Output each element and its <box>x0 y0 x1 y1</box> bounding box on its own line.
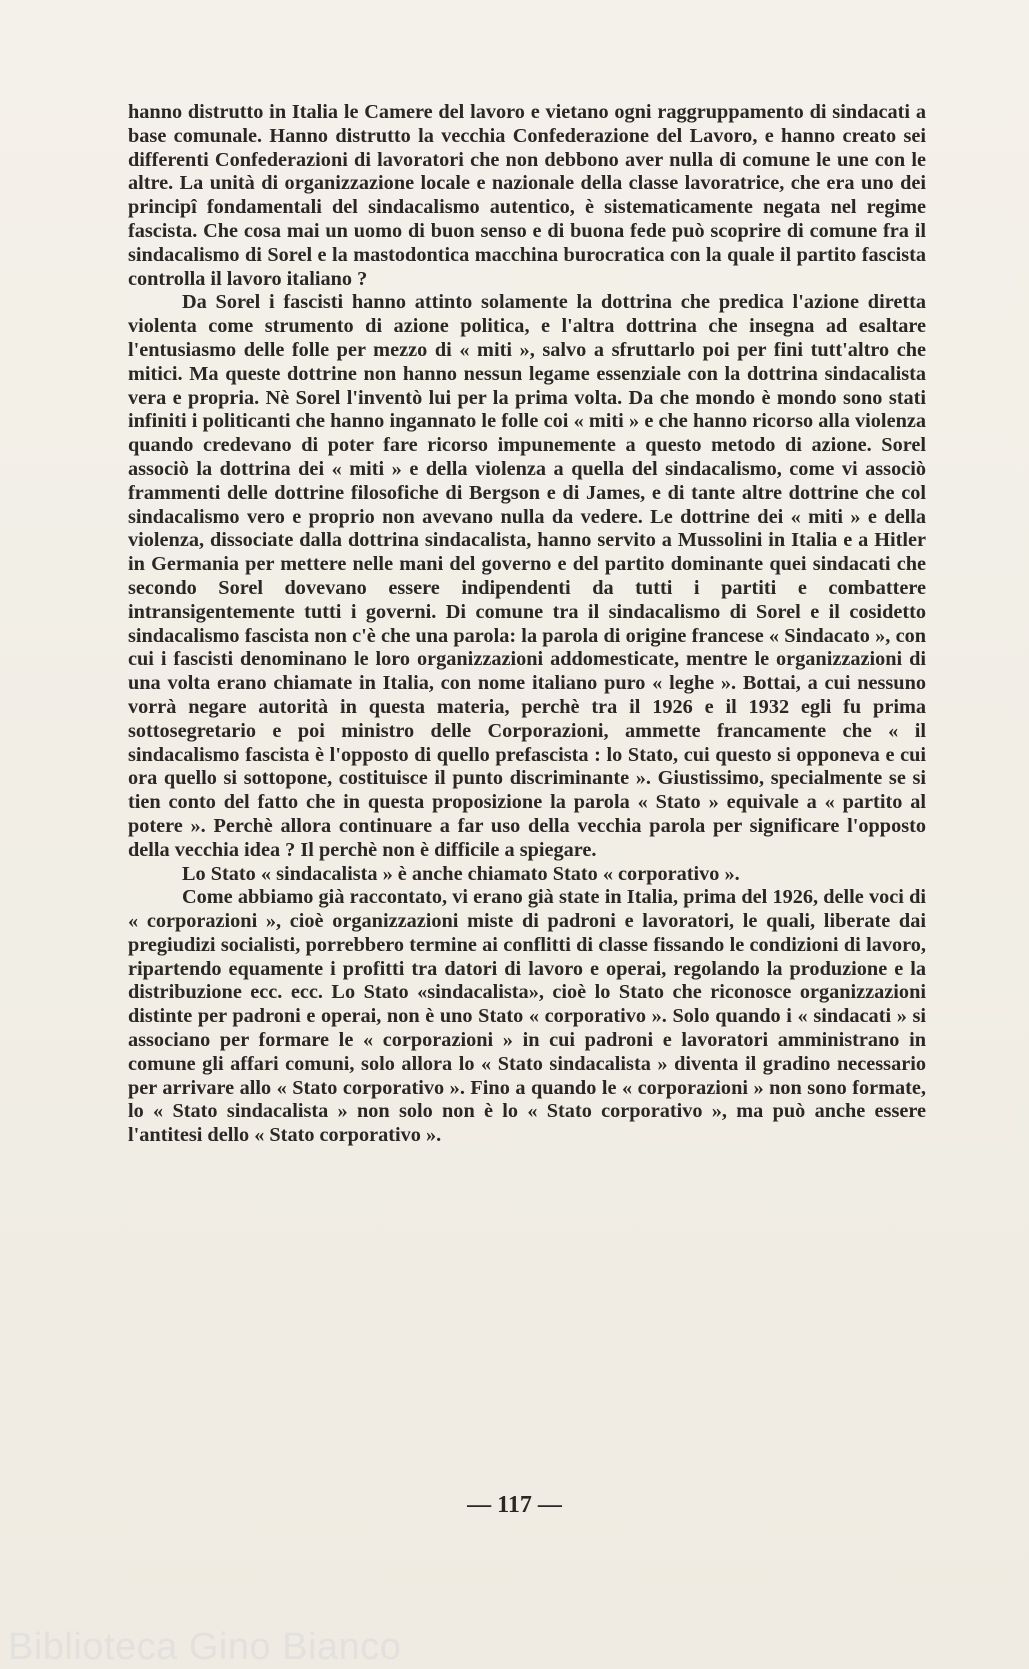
page-number: — 117 — <box>467 1492 562 1518</box>
paragraph-3: Lo Stato « sindacalista » è anche chiamato Stato « corporativo ». <box>182 862 740 885</box>
library-watermark: Biblioteca Gino Bianco <box>8 1626 402 1668</box>
paragraph-4: Come abbiamo già raccontato, vi erano già state in Italia, prima del 1926, delle voci di « corporazioni », cioè organizzazioni miste di padroni e lavoratori, le quali, liberate dai pregiudizi socialisti, porrebbero termine ai conflitti di classe fissando le condizioni di lavoro, ripartendo equamente i profitti tra datori di lavoro e operai, regolando la produzione e la distribuzione ecc. ecc. Lo Stato «sindacalista», cioè lo Stato che riconosce organizzazioni distinte per padroni e operai, non è uno Stato « corporativo ». Solo quando i « sindacati » si associano per formare le « corporazioni » in cui padroni e lavoratori amministrano in comune gli affari comuni, solo allora lo « Stato sindacalista » diventa il gradino necessario per arrivare allo « Stato corporativo ». Fino a quando le « corporazioni » non sono formate, lo « Stato sindacalista » non solo non è lo « Stato corporativo », ma può anche essere l'antitesi dello « Stato corporativo ». <box>128 886 926 1147</box>
paragraph-2: Da Sorel i fascisti hanno attinto solamente la dottrina che predica l'azione diretta violenta come strumento di azione politica, e l'altra dottrina che insegna ad esaltare l'entusiasmo delle folle per mezzo di « miti », salvo a sfruttarlo poi per fini tutt'altro che mitici. Ma queste dottrine non hanno nessun legame essenziale con la dottrina sindacalista vera e propria. Nè Sorel l'inventò lui per la prima volta. Da che mondo è mondo sono stati infiniti i politicanti che hanno ingannato le folle coi « miti » e che hanno ricorso alla violenza quando credevano di poter fare ricorso impunemente a questo metodo di azione. Sorel associò la dottrina dei « miti » e della violenza a quella del sindacalismo, come vi associò frammenti delle dottrine filosofiche di Bergson e di James, e di tante altre dottrine che col sindacalismo vero e proprio non avevano nulla da vedere. Le dottrine dei « miti » e della violenza, dissociate dalla dottrina sindacalista, hanno servito a Mussolini in Italia e a Hitler in Germania per mettere nelle mani del governo e del partito dominante quei sindacati che secondo Sorel dovevano essere indipendenti da tutti i partiti e combattere intransigentemente tutti i governi. Di comune tra il sindacalismo di Sorel e il cosidetto sindacalismo fascista non c'è che una parola: la parola di origine francese « Sindacato », con cui i fascisti denominano le loro organizzazioni addomesticate, mentre le organizzazioni di una volta erano chiamate in Italia, con nome italiano puro « leghe ». Bottai, a cui nessuno vorrà negare autorità in questa materia, perchè tra il 1926 e il 1932 egli fu prima sottosegretario e poi ministro delle Corporazioni, ammette francamente che « il sindacalismo fascista è l'opposto di quello prefascista : lo Stato, cui questo si opponeva e cui ora quello si sottopone, costituisce il punto discriminante ». Giustissimo, specialmente se si tien conto del fatto che in questa proposizione la parola « Stato » equivale a « partito al potere ». Perchè allora continuare a far uso della vecchia parola per significare l'opposto della vecchia idea ? Il perchè non è difficile a spiegare. <box>128 291 926 861</box>
paragraph-1: hanno distrutto in Italia le Camere del lavoro e vietano ogni raggruppamento di sindacati a base comunale. Hanno distrutto la vecchia Confederazione del Lavoro, e hanno creato sei differenti Confederazioni di lavoratori che non debbono aver nulla di comune le une con le altre. La unità di organizzazione locale e nazionale della classe lavoratrice, che era uno dei principî fondamentali del sindacalismo autentico, è sistematicamente negata nel regime fascista. Che cosa mai un uomo di buon senso e di buona fede può scoprire di comune fra il sindacalismo di Sorel e la mastodontica macchina burocratica con la quale il partito fascista controlla il lavoro italiano ? <box>128 101 926 290</box>
body-text <box>128 101 926 1148</box>
